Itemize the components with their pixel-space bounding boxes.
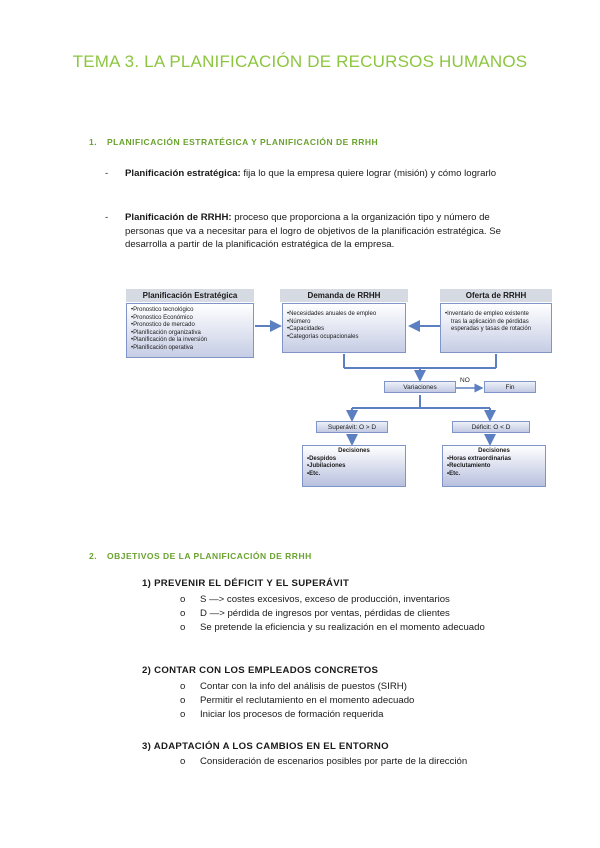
decisions-left <box>302 445 406 487</box>
bullet-dash: - <box>105 212 109 223</box>
decisions-right <box>442 445 546 487</box>
list-marker: o <box>180 622 186 633</box>
bullet-text: fija lo que la empresa quiere lograr (misión) y cómo lograrlo <box>240 168 497 179</box>
section-heading-text: PLANIFICACIÓN ESTRATÉGICA Y PLANIFICACIÓN DE RRHH <box>107 137 379 147</box>
section-number: 2. <box>89 551 98 561</box>
decision-item: •Reclutamiento <box>447 463 491 469</box>
col1-header: Planificación Estratégica <box>126 289 254 302</box>
col1-item: •Pronostico Económico <box>131 314 193 321</box>
col1-item: •Planificación organizativa <box>131 329 201 336</box>
col2-item: •Capacidades <box>287 326 325 332</box>
col3-item: esperadas y tasas de rotación <box>451 326 532 332</box>
fin-node: Fin <box>484 381 536 393</box>
col2-item: •Categorías ocupacionales <box>287 333 359 340</box>
bullet-term: Planificación estratégica: <box>125 168 241 179</box>
col1-item: •Pronostico tecnológico <box>131 307 194 313</box>
item-text: Consideración de escenarios posibles por parte de la dirección <box>200 756 468 767</box>
col2-item: •Número <box>287 318 311 325</box>
item-text: Iniciar los procesos de formación requerida <box>200 709 384 720</box>
decisions-header: Decisiones <box>338 448 370 454</box>
decision-item: •Horas extraordinarias <box>447 455 512 462</box>
item-text: S —> costes excesivos, exceso de producción, inventarios <box>200 594 450 605</box>
decision-item: •Etc. <box>307 470 321 477</box>
col2-item: •Necesidades anuales de empleo <box>287 311 377 317</box>
section-number: 1. <box>89 137 98 147</box>
item-text: Se pretende la eficiencia y su realización en el momento adecuado <box>200 622 485 633</box>
item-text: D —> pérdida de ingresos por ventas, pérdidas de clientes <box>200 608 450 619</box>
col2-header: Demanda de RRHH <box>280 289 408 302</box>
section-heading-text: OBJETIVOS DE LA PLANIFICACIÓN DE RRHH <box>107 551 312 561</box>
decision-item: •Despidos <box>307 455 337 462</box>
bullet-text: proceso que proporciona a la organización tipo y número de personas que va a necesitar para el logro de objetivos de la planificación estratégica. Se desarrolla a partir de la planificación estratégica de la empresa. <box>125 212 501 250</box>
bullet-dash: - <box>105 168 109 179</box>
objective-3-label: 3) ADAPTACIÓN A LOS CAMBIOS EN EL ENTORNO <box>142 741 389 752</box>
item-text: Permitir el reclutamiento en el momento adecuado <box>200 695 415 706</box>
col1-item: •Planificación de la inversión <box>131 337 208 343</box>
superavit-node: Superávit: O > D <box>316 421 388 433</box>
col1-item: •Pronostico de mercado <box>131 322 195 328</box>
list-marker: o <box>180 695 186 706</box>
objective-1-label: 1) PREVENIR EL DÉFICIT Y EL SUPERÁVIT <box>142 578 350 589</box>
item-text: Contar con la info del análisis de puestos (SIRH) <box>200 681 407 692</box>
col1-item: •Planificación operativa <box>131 344 194 351</box>
decision-item: •Jubilaciones <box>307 463 346 469</box>
list-marker: o <box>180 709 186 720</box>
decisions-header: Decisiones <box>478 448 510 454</box>
section-2-heading <box>89 551 312 561</box>
list-marker: o <box>180 756 186 767</box>
objective-2-label: 2) CONTAR CON LOS EMPLEADOS CONCRETOS <box>142 665 379 676</box>
page-title: TEMA 3. LA PLANIFICACIÓN DE RECURSOS HUMANOS <box>72 52 528 71</box>
variaciones-node: Variaciones <box>384 381 456 393</box>
no-label: NO <box>460 377 470 384</box>
col3-item: •Inventario de empleo existente <box>445 311 529 317</box>
deficit-node: Déficit: O < D <box>452 421 530 433</box>
col3-header: Oferta de RRHH <box>440 289 552 302</box>
decision-item: •Etc. <box>447 470 461 477</box>
list-marker: o <box>180 681 186 692</box>
col3-item: tras la aplicación de pérdidas <box>451 318 529 325</box>
list-marker: o <box>180 608 186 619</box>
bullet-term: Planificación de RRHH: <box>125 212 232 223</box>
list-marker: o <box>180 594 186 605</box>
